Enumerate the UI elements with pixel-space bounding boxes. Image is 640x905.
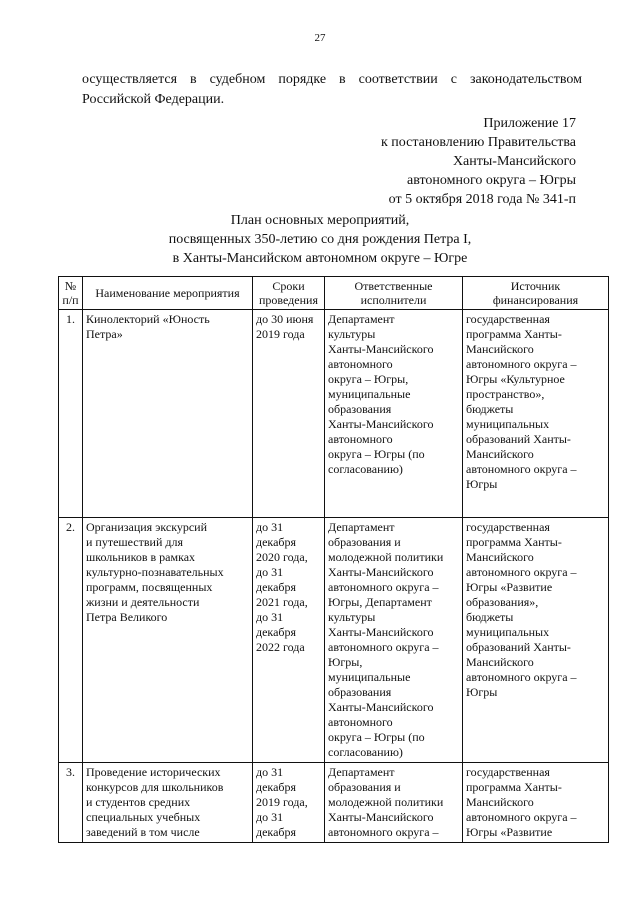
cell-line: Департамент	[328, 520, 395, 534]
cell-line: молодежной политики	[328, 550, 444, 564]
event-funding	[463, 310, 609, 518]
event-name	[83, 763, 253, 843]
plan-title-line: посвященных 350-летию со дня рождения Петра I,	[168, 232, 472, 247]
cell-line: программа Ханты-	[466, 780, 562, 794]
cell-line: декабря	[256, 535, 297, 549]
cell-line: Проведение исторических	[86, 765, 221, 779]
cell-line: школьников в рамках	[86, 550, 196, 564]
cell-line: бюджеты	[466, 402, 514, 416]
cell-line: и путешествий для	[86, 535, 183, 549]
cell-line: автономного округа –	[328, 825, 439, 839]
intro-line: Российской Федерации.	[82, 92, 225, 107]
cell-line: конкурсов для школьников	[86, 780, 224, 794]
cell-line: декабря	[256, 825, 297, 839]
cell-line: Организация экскурсий	[86, 520, 208, 534]
cell-line: автономного округа –	[466, 357, 577, 371]
cell-line: государственная	[466, 312, 550, 326]
cell-line: Мансийского	[466, 550, 534, 564]
event-dates	[253, 763, 325, 843]
cell-line: автономного округа –	[466, 670, 577, 684]
cell-line: культуры	[328, 610, 376, 624]
cell-line: Департамент	[328, 312, 395, 326]
cell-line: декабря	[256, 625, 297, 639]
cell-line: автономного	[328, 357, 393, 371]
cell-line: образования и	[328, 535, 401, 549]
cell-line: культурно-познавательных	[86, 565, 224, 579]
cell-line: п/п	[62, 293, 79, 307]
cell-line: бюджеты	[466, 610, 514, 624]
event-name	[83, 310, 253, 518]
cell-line: 2019 года	[256, 327, 305, 341]
cell-line: жизни и деятельности	[86, 595, 200, 609]
cell-line: Мансийского	[466, 447, 534, 461]
cell-line: Ханты-Мансийского	[328, 700, 434, 714]
cell-line: государственная	[466, 765, 550, 779]
cell-line: Петра»	[86, 327, 123, 341]
cell-line: до 31	[256, 565, 284, 579]
cell-line: Мансийского	[466, 655, 534, 669]
cell-line: №	[64, 279, 77, 293]
cell-line: 2022 года	[256, 640, 305, 654]
cell-line: образования»,	[466, 595, 539, 609]
cell-line: до 31	[256, 520, 284, 534]
plan-title-line: в Ханты-Мансийском автономном округе – Югре	[172, 251, 468, 266]
cell-line: культуры	[328, 327, 376, 341]
appendix-line: к постановлению Правительства	[380, 135, 576, 150]
header-dates	[253, 277, 325, 310]
appendix-line: Приложение 17	[483, 116, 576, 131]
event-funding	[463, 518, 609, 763]
cell-line: программа Ханты-	[466, 535, 562, 549]
cell-line: и студентов средних	[86, 795, 191, 809]
cell-line: Наименование мероприятия	[95, 286, 240, 300]
cell-line: муниципальные	[328, 670, 411, 684]
cell-line: финансирования	[492, 293, 579, 307]
header-responsible	[325, 277, 463, 310]
cell-line: государственная	[466, 520, 550, 534]
table-header-row	[59, 277, 609, 310]
plan-title-line: План основных мероприятий,	[230, 213, 410, 228]
table-row	[59, 518, 609, 763]
cell-line: Югры «Развитие	[466, 825, 553, 839]
row-number: 3.	[59, 763, 83, 843]
table-row	[59, 763, 609, 843]
cell-line: декабря	[256, 780, 297, 794]
cell-line: Югры «Культурное	[466, 372, 565, 386]
cell-line: муниципальных	[466, 625, 550, 639]
cell-line: согласованию)	[328, 462, 403, 476]
cell-line: до 31	[256, 810, 284, 824]
cell-line: муниципальных	[466, 417, 550, 431]
row-number: 2.	[59, 518, 83, 763]
cell-line: исполнители	[360, 293, 427, 307]
cell-line: 2019 года,	[256, 795, 308, 809]
cell-line: автономного округа –	[328, 580, 439, 594]
cell-line: Югры	[466, 685, 498, 699]
cell-line: Югры, Департамент	[328, 595, 432, 609]
cell-line: автономного округа –	[466, 462, 577, 476]
cell-line: округа – Югры,	[328, 372, 409, 386]
appendix-reference	[381, 114, 576, 209]
cell-line: 2020 года,	[256, 550, 308, 564]
cell-line: молодежной политики	[328, 795, 444, 809]
cell-line: автономного	[328, 715, 393, 729]
cell-line: муниципальные	[328, 387, 411, 401]
cell-line: до 31	[256, 765, 284, 779]
cell-line: Департамент	[328, 765, 395, 779]
page-number: 27	[314, 32, 326, 44]
cell-line: программа Ханты-	[466, 327, 562, 341]
cell-line: до 31	[256, 610, 284, 624]
cell-line: округа – Югры (по	[328, 730, 425, 744]
cell-line: Источник	[510, 279, 561, 293]
event-responsible	[325, 763, 463, 843]
appendix-line: от 5 октября 2018 года № 341-п	[388, 192, 576, 207]
cell-line: Мансийского	[466, 795, 534, 809]
cell-line: Ответственные	[354, 279, 433, 293]
cell-line: Сроки	[272, 279, 305, 293]
cell-line: заведений в том числе	[86, 825, 200, 839]
cell-line: автономного	[328, 432, 393, 446]
cell-line: проведения	[259, 293, 318, 307]
cell-line: образований Ханты-	[466, 432, 571, 446]
event-dates	[253, 518, 325, 763]
cell-line: специальных учебных	[86, 810, 201, 824]
cell-line: Югры	[466, 477, 498, 491]
cell-line: Ханты-Мансийского	[328, 810, 434, 824]
cell-line: согласованию)	[328, 745, 403, 759]
appendix-line: автономного округа – Югры	[407, 173, 576, 188]
event-responsible	[325, 518, 463, 763]
cell-line: автономного округа –	[466, 565, 577, 579]
cell-line: образования	[328, 685, 392, 699]
cell-line: образования и	[328, 780, 401, 794]
cell-line: Югры,	[328, 655, 363, 669]
cell-line: Ханты-Мансийского	[328, 625, 434, 639]
cell-line: программ, посвященных	[86, 580, 213, 594]
cell-line: автономного округа –	[328, 640, 439, 654]
header-name	[83, 277, 253, 310]
cell-line: пространство»,	[466, 387, 545, 401]
cell-line: Петра Великого	[86, 610, 168, 624]
cell-line: Кинолекторий «Юность	[86, 312, 210, 326]
event-dates	[253, 310, 325, 518]
table-row	[59, 310, 609, 518]
cell-line: Мансийского	[466, 342, 534, 356]
event-responsible	[325, 310, 463, 518]
intro-line: осуществляется в судебном порядке в соответствии с законодательством	[82, 72, 582, 87]
cell-line: Ханты-Мансийского	[328, 417, 434, 431]
header-num	[59, 277, 83, 310]
plan-table	[58, 276, 609, 843]
cell-line: образований Ханты-	[466, 640, 571, 654]
event-name	[83, 518, 253, 763]
cell-line: Югры «Развитие	[466, 580, 553, 594]
cell-line: округа – Югры (по	[328, 447, 425, 461]
cell-line: Ханты-Мансийского	[328, 565, 434, 579]
cell-line: 2021 года,	[256, 595, 308, 609]
cell-line: автономного округа –	[466, 810, 577, 824]
event-funding	[463, 763, 609, 843]
header-funding	[463, 277, 609, 310]
cell-line: декабря	[256, 580, 297, 594]
cell-line: Ханты-Мансийского	[328, 342, 434, 356]
appendix-line: Ханты-Мансийского	[452, 154, 576, 169]
intro-paragraph	[82, 70, 582, 110]
cell-line: до 30 июня	[256, 312, 314, 326]
cell-line: образования	[328, 402, 392, 416]
plan-title	[0, 211, 640, 268]
row-number: 1.	[59, 310, 83, 518]
